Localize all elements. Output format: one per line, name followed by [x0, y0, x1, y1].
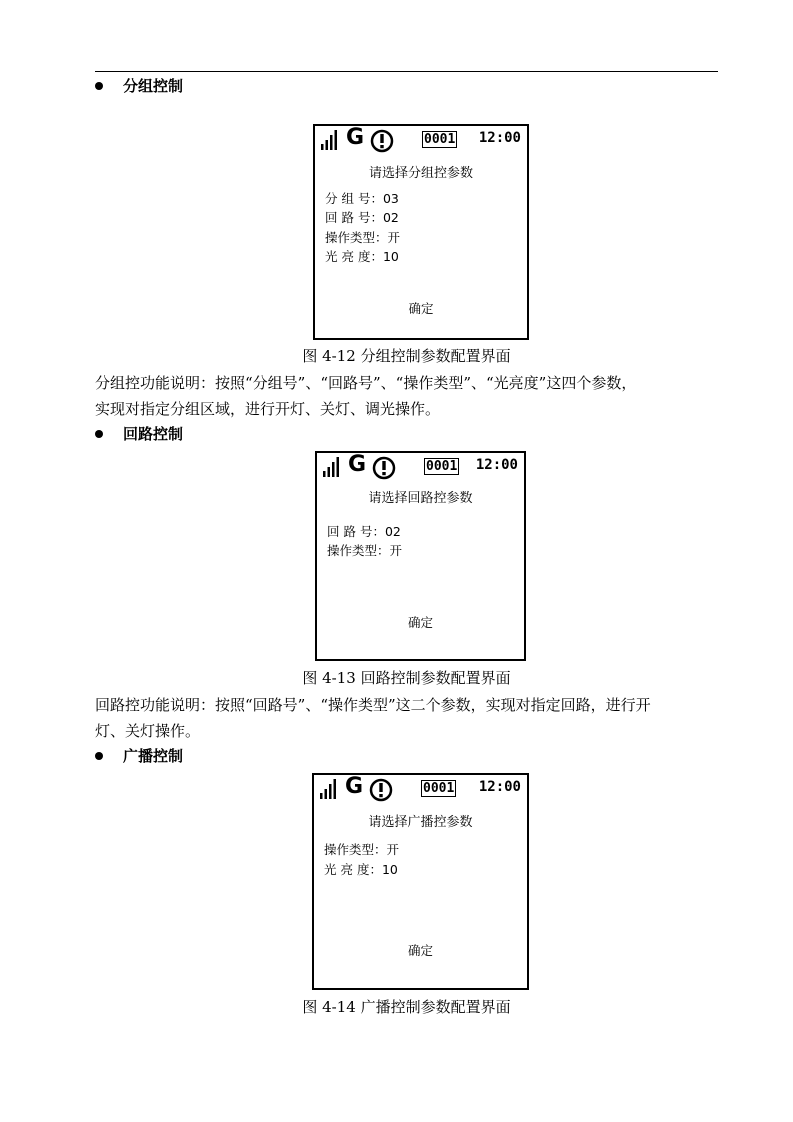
clock: 12:00 [475, 457, 518, 473]
status-bar [320, 125, 521, 151]
prompt-text: 请选择广播控参数 [368, 815, 473, 830]
warning-circle-icon [369, 778, 393, 802]
network-type-indicator: G [346, 125, 365, 150]
description-line: 分组控功能说明：按照“分组号”、“回路号”、“操作类型”、“光亮度”这四个参数， [95, 374, 637, 392]
param-operation-type[interactable]: 操作类型：开 [324, 842, 400, 857]
device-id: 0001 [424, 132, 456, 147]
network-type-indicator: G [345, 774, 364, 799]
param-group-number[interactable]: 分 组 号：03 [325, 191, 399, 206]
prompt-text: 请选择回路控参数 [368, 491, 473, 506]
section-heading [95, 76, 183, 96]
device-screen [313, 124, 529, 340]
figure-caption: 图 4-12 分组控制参数配置界面 [302, 347, 511, 365]
signal-bars-icon [319, 778, 339, 800]
section-heading [95, 424, 183, 444]
warning-circle-icon [370, 129, 394, 153]
description-line: 灯、关灯操作。 [95, 722, 201, 740]
confirm-button[interactable]: 确定 [407, 615, 433, 630]
status-bar [319, 774, 521, 800]
network-type-indicator: G [348, 452, 367, 477]
figure-caption: 图 4-13 回路控制参数配置界面 [302, 669, 511, 687]
description-line: 回路控功能说明：按照“回路号”、“操作类型”这二个参数，实现对指定回路，进行开 [95, 696, 651, 714]
param-operation-type[interactable]: 操作类型：开 [327, 543, 403, 558]
section-heading-text: 分组控制 [123, 77, 184, 95]
param-loop-number[interactable]: 回 路 号：02 [325, 210, 399, 225]
clock: 12:00 [478, 779, 521, 795]
header-rule [95, 71, 718, 72]
status-bar [322, 452, 518, 478]
warning-circle-icon [372, 456, 396, 480]
description-line: 实现对指定分组区域，进行开灯、关灯、调光操作。 [95, 400, 441, 418]
signal-bars-icon [322, 456, 342, 478]
param-loop-number[interactable]: 回 路 号：02 [327, 524, 401, 539]
section-heading [95, 746, 183, 766]
bullet-icon [95, 430, 103, 438]
param-brightness[interactable]: 光 亮 度：10 [324, 862, 398, 877]
clock: 12:00 [478, 130, 521, 146]
device-id: 0001 [423, 781, 455, 796]
figure-caption: 图 4-14 广播控制参数配置界面 [302, 998, 511, 1016]
device-id: 0001 [426, 459, 458, 474]
device-screen [315, 451, 526, 661]
prompt-text: 请选择分组控参数 [368, 166, 473, 181]
signal-bars-icon [320, 129, 340, 151]
device-screen [312, 773, 529, 990]
bullet-icon [95, 752, 103, 760]
param-brightness[interactable]: 光 亮 度：10 [325, 249, 399, 264]
param-operation-type[interactable]: 操作类型：开 [325, 230, 401, 245]
bullet-icon [95, 82, 103, 90]
confirm-button[interactable]: 确定 [407, 943, 433, 958]
confirm-button[interactable]: 确定 [408, 301, 434, 316]
section-heading-text: 广播控制 [123, 747, 184, 765]
section-heading-text: 回路控制 [123, 425, 184, 443]
